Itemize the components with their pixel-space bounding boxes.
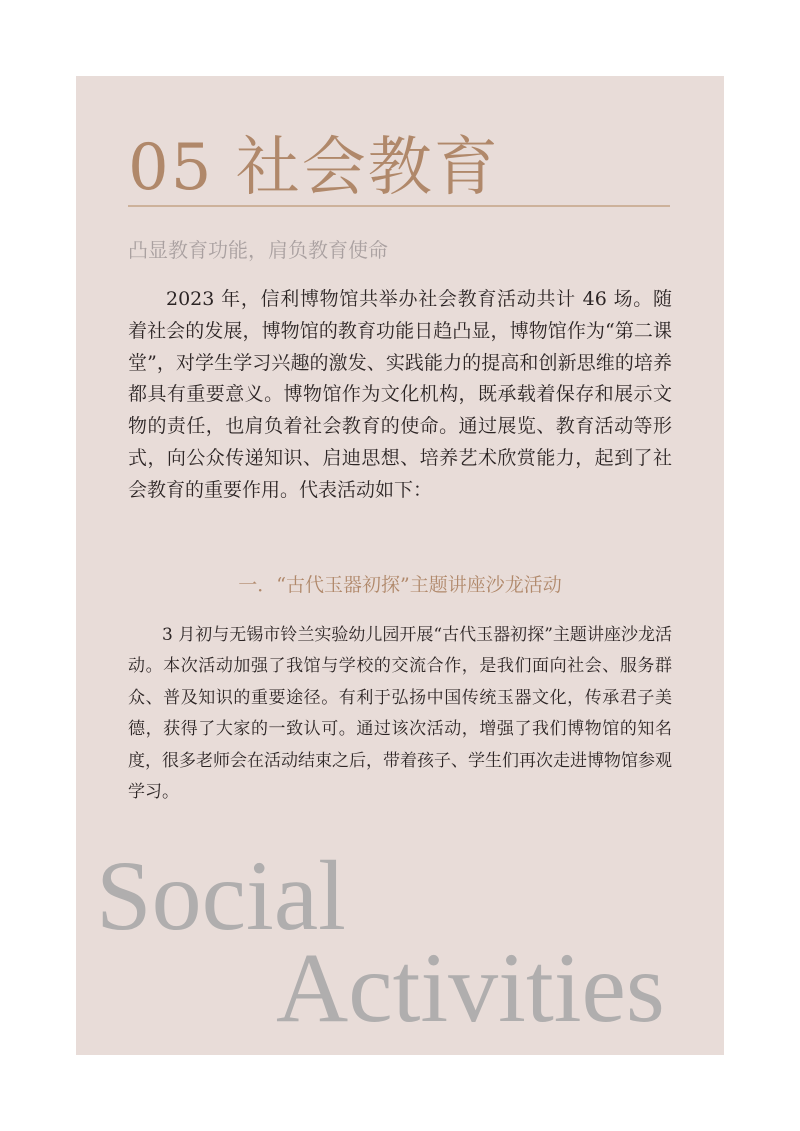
- section-paragraph: 3 月初与无锡市铃兰实验幼儿园开展“古代玉器初探”主题讲座沙龙活动。本次活动加强了我馆与学校的交流合作，是我们面向社会、服务群众、普及知识的重要途径。有利于弘扬中国传统玉器文化，传承君子美德，获得了大家的一致认可。通过该次活动，增强了我们博物馆的知名度，很多老师会在活动结束之后，带着孩子、学生们再次走进博物馆参观学习。: [128, 625, 672, 803]
- title-divider: [128, 205, 670, 207]
- watermark-social: Social: [96, 840, 346, 951]
- content-panel: [76, 76, 724, 1055]
- intro-paragraph: 2023 年，信利博物馆共举办社会教育活动共计 46 场。随着社会的发展，博物馆的教育功能日趋凸显，博物馆作为“第二课堂”，对学生学习兴趣的激发、实践能力的提高和创新思维的培养都具有重要意义。博物馆作为文化机构，既承载着保存和展示文物的责任，也肩负着社会教育的使命。通过展览、教育活动等形式，向公众传递知识、启迪思想、培养艺术欣赏能力，起到了社会教育的重要作用。代表活动如下：: [128, 288, 672, 501]
- section-heading: 一．“古代玉器初探”主题讲座沙龙活动: [238, 574, 562, 596]
- page-subtitle: 凸显教育功能，肩负教育使命: [128, 238, 388, 262]
- page-title: 05 社会教育: [128, 131, 500, 205]
- watermark-activities: Activities: [276, 932, 665, 1043]
